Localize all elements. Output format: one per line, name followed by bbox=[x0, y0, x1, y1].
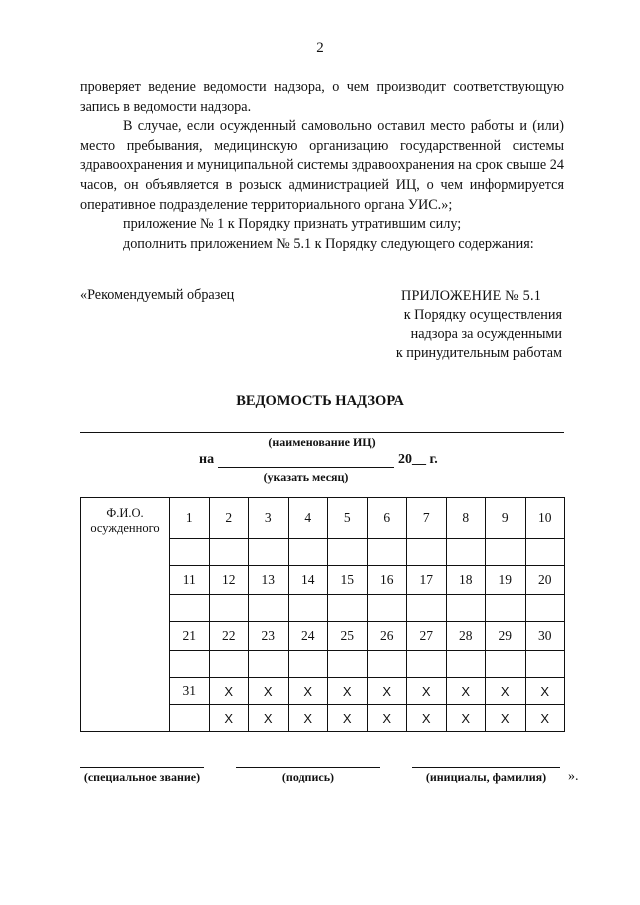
day-cell: 20 bbox=[525, 566, 565, 595]
day-cell: 14 bbox=[288, 566, 328, 595]
day-cell: 16 bbox=[367, 566, 407, 595]
x-mark-cell: X bbox=[486, 705, 526, 732]
day-cell: 24 bbox=[288, 622, 328, 651]
ic-name-line bbox=[80, 432, 564, 433]
mark-cell bbox=[525, 539, 565, 566]
day-cell: 22 bbox=[209, 622, 249, 651]
paragraph-absence: В случае, если осужденный самовольно оставил место работы и (или) место пребывания, медицинскую организацию государственной системы здравоохранения и муниципальной системы здравоохранения на срок свыше 24 часов, он объявляется в розыск администрацией ИЦ, о чем информируется оперативное подразделение территориального органа УИС.»; bbox=[80, 118, 564, 213]
day-cell: 30 bbox=[525, 622, 565, 651]
mark-cell bbox=[486, 539, 526, 566]
day-cell: 19 bbox=[486, 566, 526, 595]
rank-line bbox=[80, 767, 204, 768]
mark-cell bbox=[249, 651, 289, 678]
mark-cell bbox=[407, 651, 447, 678]
day-cell: 23 bbox=[249, 622, 289, 651]
year-field: 20__ г. bbox=[398, 452, 438, 467]
day-cell: 1 bbox=[170, 498, 210, 539]
page-number: 2 bbox=[316, 40, 324, 56]
day-cell: 28 bbox=[446, 622, 486, 651]
form-title: ВЕДОМОСТЬ НАДЗОРА bbox=[236, 393, 404, 409]
x-mark-cell: X bbox=[328, 705, 368, 732]
signature-caption: (подпись) bbox=[281, 770, 335, 784]
x-mark-cell: X bbox=[328, 678, 368, 705]
mark-cell bbox=[367, 539, 407, 566]
mark-cell bbox=[367, 651, 407, 678]
mark-cell bbox=[209, 539, 249, 566]
day-cell: 21 bbox=[170, 622, 210, 651]
mark-cell bbox=[446, 595, 486, 622]
x-mark-cell: X bbox=[407, 678, 447, 705]
x-mark-cell: X bbox=[525, 678, 565, 705]
x-mark-cell: X bbox=[288, 678, 328, 705]
appendix-block bbox=[380, 287, 562, 363]
day-cell: 29 bbox=[486, 622, 526, 651]
mark-cell bbox=[446, 539, 486, 566]
fio-header-cell: Ф.И.О. осужденного bbox=[81, 498, 170, 732]
mark-cell bbox=[249, 539, 289, 566]
name-line bbox=[412, 767, 560, 768]
mark-cell bbox=[525, 595, 565, 622]
x-mark-cell: X bbox=[209, 705, 249, 732]
day-cell: 31 bbox=[170, 678, 210, 705]
mark-cell bbox=[328, 595, 368, 622]
day-cell: 27 bbox=[407, 622, 447, 651]
x-mark-cell: X bbox=[288, 705, 328, 732]
mark-cell bbox=[209, 651, 249, 678]
day-cell: 9 bbox=[486, 498, 526, 539]
mark-cell bbox=[525, 651, 565, 678]
day-cell: 3 bbox=[249, 498, 289, 539]
day-cell: 7 bbox=[407, 498, 447, 539]
paragraph-appendix-void: приложение № 1 к Порядку признать утратившим силу; bbox=[123, 216, 462, 233]
paragraph-line: запись в ведомости надзора. bbox=[80, 98, 252, 115]
appendix-title: ПРИЛОЖЕНИЕ № 5.1 bbox=[401, 288, 541, 304]
mark-cell bbox=[486, 595, 526, 622]
mark-cell bbox=[170, 539, 210, 566]
x-mark-cell: X bbox=[367, 678, 407, 705]
paragraph-appendix-add: дополнить приложением № 5.1 к Порядку следующего содержания: bbox=[123, 235, 534, 252]
body-text bbox=[80, 78, 564, 254]
mark-cell bbox=[249, 595, 289, 622]
mark-cell bbox=[446, 651, 486, 678]
day-cell: 17 bbox=[407, 566, 447, 595]
day-cell: 26 bbox=[367, 622, 407, 651]
day-cell: 8 bbox=[446, 498, 486, 539]
mark-cell bbox=[328, 651, 368, 678]
sample-label: «Рекомендуемый образец bbox=[80, 287, 235, 303]
day-cell: 2 bbox=[209, 498, 249, 539]
mark-cell bbox=[367, 595, 407, 622]
mark-cell bbox=[328, 539, 368, 566]
month-caption: (указать месяц) bbox=[263, 470, 349, 484]
table-row bbox=[81, 498, 565, 539]
mark-cell bbox=[486, 651, 526, 678]
day-cell: 4 bbox=[288, 498, 328, 539]
ic-caption: (наименование ИЦ) bbox=[268, 435, 376, 449]
supervision-table bbox=[80, 497, 565, 732]
day-cell: 12 bbox=[209, 566, 249, 595]
appendix-line: к принудительным работам bbox=[395, 345, 562, 361]
day-cell: 18 bbox=[446, 566, 486, 595]
rank-caption: (специальное звание) bbox=[83, 770, 201, 784]
x-mark-cell: X bbox=[446, 678, 486, 705]
day-cell: 15 bbox=[328, 566, 368, 595]
x-mark-cell: X bbox=[407, 705, 447, 732]
mark-cell bbox=[170, 595, 210, 622]
day-cell: 10 bbox=[525, 498, 565, 539]
name-caption: (инициалы, фамилия) bbox=[425, 770, 547, 784]
mark-cell bbox=[288, 595, 328, 622]
month-line bbox=[218, 467, 394, 468]
appendix-line: надзора за осужденными bbox=[410, 326, 562, 342]
x-mark-cell: X bbox=[486, 678, 526, 705]
day-cell: 11 bbox=[170, 566, 210, 595]
appendix-line: к Порядку осуществления bbox=[403, 307, 562, 323]
x-mark-cell: X bbox=[446, 705, 486, 732]
closing-quote: ». bbox=[568, 769, 579, 784]
day-cell: 6 bbox=[367, 498, 407, 539]
mark-cell bbox=[288, 539, 328, 566]
mark-cell bbox=[209, 595, 249, 622]
x-mark-cell: X bbox=[367, 705, 407, 732]
day-cell: 25 bbox=[328, 622, 368, 651]
mark-cell bbox=[407, 539, 447, 566]
x-mark-cell: X bbox=[209, 678, 249, 705]
mark-cell bbox=[170, 651, 210, 678]
signature-line bbox=[236, 767, 380, 768]
mark-cell bbox=[407, 595, 447, 622]
day-cell bbox=[170, 705, 210, 732]
month-prefix: на bbox=[199, 452, 215, 467]
paragraph-line: проверяет ведение ведомости надзора, о чем производит соответствующую bbox=[80, 79, 564, 95]
x-mark-cell: X bbox=[249, 705, 289, 732]
mark-cell bbox=[288, 651, 328, 678]
x-mark-cell: X bbox=[249, 678, 289, 705]
day-cell: 13 bbox=[249, 566, 289, 595]
day-cell: 5 bbox=[328, 498, 368, 539]
x-mark-cell: X bbox=[525, 705, 565, 732]
